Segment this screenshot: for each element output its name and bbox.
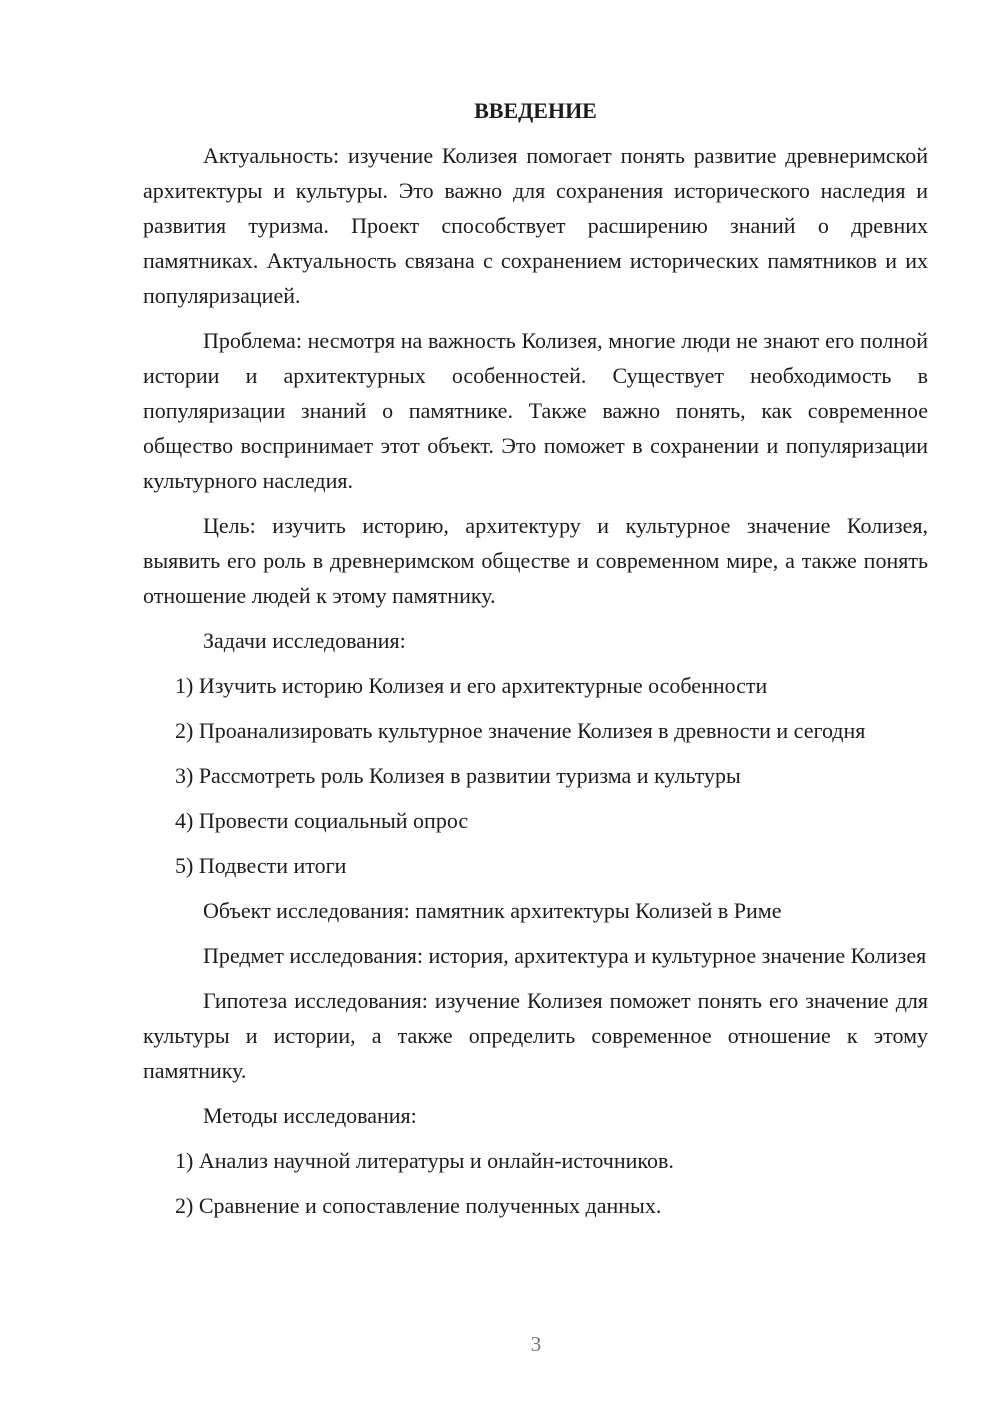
task-item: 1) Изучить историю Колизея и его архитектурные особенности xyxy=(175,673,768,698)
relevance-paragraph: Актуальность: изучение Колизея помогает понять развитие древнеримской архитектуры и культуры. Это важно для сохранения исторического наследия и развития туризма. Проект способствует расширению знаний о древних памятниках. Актуальность связана с сохранением исторических памятников и их популяризацией. xyxy=(143,143,928,308)
hypothesis-paragraph: Гипотеза исследования: изучение Колизея поможет понять его значение для культуры и истории, а также определить современное отношение к этому памятнику. xyxy=(143,988,928,1083)
method-item: 1) Анализ научной литературы и онлайн-источников. xyxy=(175,1148,674,1173)
tasks-heading: Задачи исследования: xyxy=(203,628,406,653)
methods-heading: Методы исследования: xyxy=(203,1103,417,1128)
task-item: 2) Проанализировать культурное значение Колизея в древности и сегодня xyxy=(175,718,866,743)
page-title: ВВЕДЕНИЕ xyxy=(474,98,597,123)
page-number: 3 xyxy=(530,1332,542,1356)
task-item: 4) Провести социальный опрос xyxy=(175,808,469,833)
page-content xyxy=(143,93,928,1223)
problem-paragraph: Проблема: несмотря на важность Колизея, многие люди не знают его полной истории и архитектурных особенностей. Существует необходимость в популяризации знаний о памятнике. Также важно понять, как современное общество воспринимает этот объект. Это поможет в сохранении и популяризации культурного наследия. xyxy=(143,328,928,493)
subject-paragraph: Предмет исследования: история, архитектура и культурное значение Колизея xyxy=(203,943,927,968)
task-item: 5) Подвести итоги xyxy=(175,853,347,878)
object-paragraph: Объект исследования: памятник архитектуры Колизей в Риме xyxy=(203,898,782,923)
task-item: 3) Рассмотреть роль Колизея в развитии туризма и культуры xyxy=(175,763,741,788)
goal-paragraph: Цель: изучить историю, архитектуру и культурное значение Колизея, выявить его роль в древнеримском обществе и современном мире, а также понять отношение людей к этому памятнику. xyxy=(143,513,928,608)
method-item: 2) Сравнение и сопоставление полученных данных. xyxy=(175,1193,662,1218)
